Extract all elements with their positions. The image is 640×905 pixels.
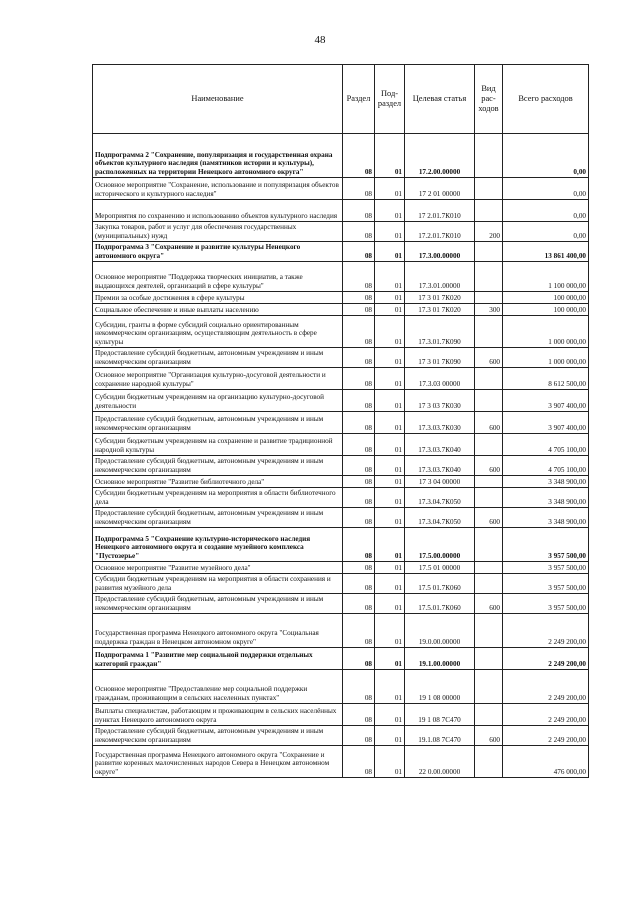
row-subsection: 01 xyxy=(375,704,405,726)
row-total: 3 907 400,00 xyxy=(503,390,589,412)
page-number: 48 xyxy=(314,34,326,46)
row-total: 8 612 500,00 xyxy=(503,368,589,390)
row-type xyxy=(475,488,503,508)
row-total: 4 705 100,00 xyxy=(503,456,589,476)
table-row xyxy=(93,412,589,434)
row-name: Предоставление субсидий бюджетным, автономным учреждениям и иным некоммерческим организациям xyxy=(93,594,343,614)
table-row xyxy=(93,262,589,292)
row-name: Предоставление субсидий бюджетным, автономным учреждениям и иным некоммерческим организациям xyxy=(93,456,343,476)
row-section: 08 xyxy=(343,528,375,562)
row-total: 3 957 500,00 xyxy=(503,594,589,614)
row-target: 17 3 04 00000 xyxy=(405,476,475,488)
row-target: 17.2.01.7К010 xyxy=(405,222,475,242)
table-row xyxy=(93,316,589,348)
row-target: 22 0.00.00000 xyxy=(405,746,475,778)
row-name: Субсидии бюджетным учреждениям на сохранение и развитие традиционной народной культуры xyxy=(93,434,343,456)
row-name: Предоставление субсидий бюджетным, автономным учреждениям и иным некоммерческим организациям xyxy=(93,412,343,434)
row-type xyxy=(475,316,503,348)
row-total: 3 348 900,00 xyxy=(503,508,589,528)
row-section: 08 xyxy=(343,434,375,456)
row-name: Основное мероприятие "Предоставление мер социальной поддержки гражданам, проживающим в сельских населенных пунктах" xyxy=(93,670,343,704)
row-name: Закупка товаров, работ и услуг для обеспечения государственных (муниципальных) нужд xyxy=(93,222,343,242)
row-target: 17.3.01.00000 xyxy=(405,262,475,292)
row-section: 08 xyxy=(343,594,375,614)
table-row xyxy=(93,200,589,222)
row-type xyxy=(475,368,503,390)
row-total: 3 957 500,00 xyxy=(503,562,589,574)
table-row xyxy=(93,488,589,508)
row-type xyxy=(475,528,503,562)
row-total: 1 000 000,00 xyxy=(503,348,589,368)
table-row xyxy=(93,456,589,476)
row-total: 1 000 000,00 xyxy=(503,316,589,348)
table-row xyxy=(93,476,589,488)
table-row xyxy=(93,648,589,670)
table-row xyxy=(93,746,589,778)
row-section: 08 xyxy=(343,292,375,304)
row-type: 600 xyxy=(475,412,503,434)
table-row xyxy=(93,134,589,178)
row-section: 08 xyxy=(343,178,375,200)
row-subsection: 01 xyxy=(375,726,405,746)
row-target: 17.2.00.00000 xyxy=(405,134,475,178)
row-name: Основное мероприятие "Развитие музейного дела" xyxy=(93,562,343,574)
row-type xyxy=(475,292,503,304)
header-subsection: Под-раздел xyxy=(375,65,405,134)
row-subsection: 01 xyxy=(375,390,405,412)
row-name: Субсидии бюджетным учреждениям на организацию культурно-досуговой деятельности xyxy=(93,390,343,412)
table-row xyxy=(93,242,589,262)
row-target: 17.3.01.7К090 xyxy=(405,316,475,348)
row-target: 17.3.03.7К030 xyxy=(405,412,475,434)
row-target: 17.3.04.7К050 xyxy=(405,508,475,528)
table-row xyxy=(93,726,589,746)
row-total: 476 000,00 xyxy=(503,746,589,778)
row-section: 08 xyxy=(343,648,375,670)
row-subsection: 01 xyxy=(375,614,405,648)
row-name: Субсидии, гранты в форме субсидий социально ориентированным некоммерческим организациям, осуществляющим деятельность в сфере культуры xyxy=(93,316,343,348)
row-name: Социальное обеспечение и иные выплаты населению xyxy=(93,304,343,316)
row-section: 08 xyxy=(343,614,375,648)
row-type xyxy=(475,434,503,456)
row-total: 2 249 200,00 xyxy=(503,726,589,746)
row-section: 08 xyxy=(343,726,375,746)
row-target: 17.3.03.7К040 xyxy=(405,456,475,476)
row-name: Подпрограмма 1 "Развитие мер социальной поддержки отдельных категорий граждан" xyxy=(93,648,343,670)
row-target: 19.1.00.00000 xyxy=(405,648,475,670)
row-target: 17.3.04.7К050 xyxy=(405,488,475,508)
table-row xyxy=(93,704,589,726)
row-name: Основное мероприятие "Развитие библиотечного дела" xyxy=(93,476,343,488)
row-subsection: 01 xyxy=(375,262,405,292)
table-row xyxy=(93,508,589,528)
row-name: Субсидии бюджетным учреждениям на мероприятия в области сохранения и развития музейного дела xyxy=(93,574,343,594)
row-name: Подпрограмма 3 "Сохранение и развитие культуры Ненецкого автономного округа" xyxy=(93,242,343,262)
row-total: 13 861 400,00 xyxy=(503,242,589,262)
row-target: 19.1.08 7С470 xyxy=(405,726,475,746)
row-section: 08 xyxy=(343,456,375,476)
row-total: 1 100 000,00 xyxy=(503,262,589,292)
row-section: 08 xyxy=(343,508,375,528)
row-type xyxy=(475,242,503,262)
row-target: 17.3.03.7К040 xyxy=(405,434,475,456)
row-type xyxy=(475,648,503,670)
row-total: 0,00 xyxy=(503,134,589,178)
table-row xyxy=(93,562,589,574)
table-row xyxy=(93,348,589,368)
table-row xyxy=(93,594,589,614)
row-target: 17.5 01 00000 xyxy=(405,562,475,574)
row-type xyxy=(475,262,503,292)
row-section: 08 xyxy=(343,304,375,316)
row-type xyxy=(475,200,503,222)
row-type: 300 xyxy=(475,304,503,316)
row-total: 3 957 500,00 xyxy=(503,528,589,562)
row-total: 2 249 200,00 xyxy=(503,614,589,648)
row-target: 17 2 01 00000 xyxy=(405,178,475,200)
row-target: 17 3 01 7К020 xyxy=(405,292,475,304)
table-header-row xyxy=(93,65,589,134)
row-subsection: 01 xyxy=(375,200,405,222)
row-type xyxy=(475,476,503,488)
row-subsection: 01 xyxy=(375,134,405,178)
row-type xyxy=(475,614,503,648)
row-section: 08 xyxy=(343,476,375,488)
row-type: 600 xyxy=(475,456,503,476)
row-section: 08 xyxy=(343,488,375,508)
table-row xyxy=(93,434,589,456)
row-section: 08 xyxy=(343,562,375,574)
row-name: Выплаты специалистам, работающим и проживающим в сельских населённых пунктах Ненецкого автономного округа xyxy=(93,704,343,726)
row-section: 08 xyxy=(343,222,375,242)
table-body xyxy=(93,134,589,778)
row-subsection: 01 xyxy=(375,434,405,456)
row-name: Государственная программа Ненецкого автономного округа "Сохранение и развитие коренных малочисленных народов Севера в Ненецком автономном округе" xyxy=(93,746,343,778)
row-name: Государственная программа Ненецкого автономного округа "Социальная поддержка граждан в Ненецком автономном округе" xyxy=(93,614,343,648)
row-section: 08 xyxy=(343,390,375,412)
row-total: 3 348 900,00 xyxy=(503,488,589,508)
row-total: 2 249 200,00 xyxy=(503,704,589,726)
row-type xyxy=(475,178,503,200)
row-section: 08 xyxy=(343,574,375,594)
row-subsection: 01 xyxy=(375,476,405,488)
row-section: 08 xyxy=(343,368,375,390)
row-total: 2 249 200,00 xyxy=(503,648,589,670)
row-type: 600 xyxy=(475,726,503,746)
table-row xyxy=(93,614,589,648)
row-subsection: 01 xyxy=(375,670,405,704)
table-row xyxy=(93,178,589,200)
row-section: 08 xyxy=(343,348,375,368)
row-subsection: 01 xyxy=(375,292,405,304)
row-type: 600 xyxy=(475,348,503,368)
row-total: 3 957 500,00 xyxy=(503,574,589,594)
row-type xyxy=(475,134,503,178)
row-section: 08 xyxy=(343,262,375,292)
row-type xyxy=(475,704,503,726)
row-total: 0,00 xyxy=(503,222,589,242)
header-total: Всего расходов xyxy=(503,65,589,134)
row-type: 600 xyxy=(475,594,503,614)
row-subsection: 01 xyxy=(375,368,405,390)
row-type xyxy=(475,390,503,412)
row-subsection: 01 xyxy=(375,574,405,594)
row-subsection: 01 xyxy=(375,488,405,508)
row-subsection: 01 xyxy=(375,508,405,528)
row-name: Субсидии бюджетным учреждениям на мероприятия в области библиотечного дела xyxy=(93,488,343,508)
row-subsection: 01 xyxy=(375,412,405,434)
row-target: 17.3 01 7К020 xyxy=(405,304,475,316)
row-subsection: 01 xyxy=(375,222,405,242)
row-name: Предоставление субсидий бюджетным, автономным учреждениям и иным некоммерческим организациям xyxy=(93,726,343,746)
row-type xyxy=(475,670,503,704)
row-section: 08 xyxy=(343,746,375,778)
row-target: 17 2.01.7К010 xyxy=(405,200,475,222)
row-type: 600 xyxy=(475,508,503,528)
row-subsection: 01 xyxy=(375,348,405,368)
row-subsection: 01 xyxy=(375,178,405,200)
row-total: 4 705 100,00 xyxy=(503,434,589,456)
table-row xyxy=(93,304,589,316)
row-type xyxy=(475,746,503,778)
row-target: 17.3.03 00000 xyxy=(405,368,475,390)
row-target: 19 1 08 7С470 xyxy=(405,704,475,726)
row-section: 08 xyxy=(343,412,375,434)
row-total: 0,00 xyxy=(503,200,589,222)
row-target: 19 1 08 00000 xyxy=(405,670,475,704)
row-total: 3 907 400,00 xyxy=(503,412,589,434)
row-name: Предоставление субсидий бюджетным, автономным учреждениям и иным некоммерческим организациям xyxy=(93,348,343,368)
row-section: 08 xyxy=(343,242,375,262)
row-subsection: 01 xyxy=(375,528,405,562)
table-row xyxy=(93,292,589,304)
row-name: Подпрограмма 2 "Сохранение, популяризация и государственная охрана объектов культурного наследия (памятников истории и культуры), расположенных на территории Ненецкого автономного округа" xyxy=(93,134,343,178)
row-subsection: 01 xyxy=(375,594,405,614)
header-name: Наименование xyxy=(93,65,343,134)
row-section: 08 xyxy=(343,200,375,222)
row-name: Предоставление субсидий бюджетным, автономным учреждениям и иным некоммерческим организациям xyxy=(93,508,343,528)
row-target: 17.5.00.00000 xyxy=(405,528,475,562)
row-type: 200 xyxy=(475,222,503,242)
row-section: 08 xyxy=(343,704,375,726)
row-name: Подпрограмма 5 "Сохранение культурно-исторического наследия Ненецкого автономного округа и создание музейного комплекса "Пустозерье" xyxy=(93,528,343,562)
row-total: 0,00 xyxy=(503,178,589,200)
row-total: 100 000,00 xyxy=(503,292,589,304)
row-total: 100 000,00 xyxy=(503,304,589,316)
table-row xyxy=(93,528,589,562)
row-total: 2 249 200,00 xyxy=(503,670,589,704)
row-type xyxy=(475,574,503,594)
header-type: Вид рас-ходов xyxy=(475,65,503,134)
row-target: 19.0.00.00000 xyxy=(405,614,475,648)
row-total: 3 348 900,00 xyxy=(503,476,589,488)
row-subsection: 01 xyxy=(375,746,405,778)
row-subsection: 01 xyxy=(375,316,405,348)
row-name: Премии за особые достижения в сфере культуры xyxy=(93,292,343,304)
row-name: Основное мероприятие "Сохранение, использование и популяризация объектов исторического и культурного наследия" xyxy=(93,178,343,200)
row-subsection: 01 xyxy=(375,304,405,316)
row-target: 17.5.01.7К060 xyxy=(405,594,475,614)
table-row xyxy=(93,670,589,704)
header-target: Целевая статья xyxy=(405,65,475,134)
row-subsection: 01 xyxy=(375,648,405,670)
row-section: 08 xyxy=(343,316,375,348)
table-row xyxy=(93,390,589,412)
budget-table xyxy=(92,64,589,778)
row-subsection: 01 xyxy=(375,456,405,476)
table-row xyxy=(93,222,589,242)
table-row xyxy=(93,574,589,594)
row-target: 17.5 01.7К060 xyxy=(405,574,475,594)
row-subsection: 01 xyxy=(375,562,405,574)
table-row xyxy=(93,368,589,390)
row-name: Основное мероприятие "Организация культурно-досуговой деятельности и сохранение народной культуры" xyxy=(93,368,343,390)
row-section: 08 xyxy=(343,670,375,704)
row-name: Мероприятия по сохранению и использованию объектов культурного наследия xyxy=(93,200,343,222)
header-section: Раздел xyxy=(343,65,375,134)
row-name: Основное мероприятие "Поддержка творческих инициатив, а также выдающихся деятелей, организаций в сфере культуры" xyxy=(93,262,343,292)
row-target: 17.3.00.00000 xyxy=(405,242,475,262)
row-subsection: 01 xyxy=(375,242,405,262)
row-target: 17 3 03 7К030 xyxy=(405,390,475,412)
row-type xyxy=(475,562,503,574)
row-section: 08 xyxy=(343,134,375,178)
row-target: 17 3 01 7К090 xyxy=(405,348,475,368)
